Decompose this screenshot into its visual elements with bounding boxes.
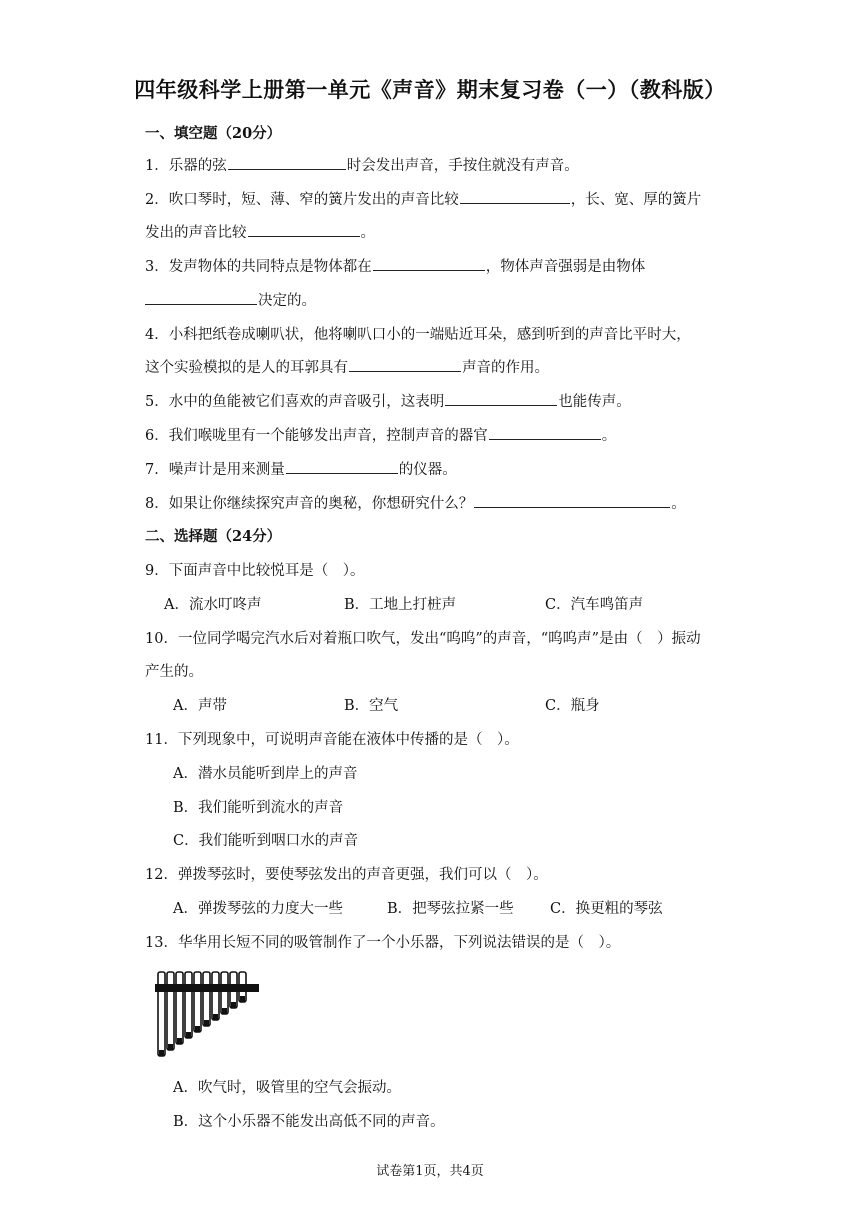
answer-blank[interactable] [474, 493, 670, 508]
answer-blank[interactable] [445, 391, 557, 406]
answer-blank[interactable] [489, 425, 601, 440]
answer-blank[interactable] [460, 189, 570, 204]
question-9-option-c[interactable]: C．汽车鸣笛声 [545, 597, 644, 613]
page-footer: 试卷第1页，共4页 [376, 1164, 484, 1179]
question-7-text-b: 的仪器。 [398, 462, 457, 478]
question-12-stem: 12．弹拨琴弦时，要使琴弦发出的声音更强，我们可以（ ）。 [145, 867, 548, 883]
answer-blank[interactable] [373, 256, 485, 271]
question-4-text-b: 这个实验模拟的是人的耳郭具有 [145, 360, 348, 376]
question-3-line-1 [145, 255, 645, 276]
question-5-text-b: 也能传声。 [558, 394, 631, 410]
question-4-text-c: 声音的作用。 [462, 360, 549, 376]
question-9-stem: 9．下面声音中比较悦耳是（ ）。 [145, 563, 365, 579]
question-12-option-c[interactable]: C．换更粗的琴弦 [550, 901, 663, 917]
question-6-text-b: 。 [601, 428, 617, 444]
question-13-stem: 13．华华用长短不同的吸管制作了一个小乐器，下列说法错误的是（ ）。 [145, 935, 621, 951]
answer-blank[interactable] [228, 155, 346, 170]
question-10-stem-cont: 产生的。 [145, 664, 203, 680]
question-6 [145, 424, 616, 445]
question-2-text-c: 发出的声音比较 [145, 225, 247, 241]
question-4-line-2 [145, 356, 549, 377]
question-10-stem: 10．一位同学喝完汽水后对着瓶口吹气，发出“呜呜”的声音，“呜呜声”是由（ ）振动 [145, 631, 701, 647]
question-5 [145, 390, 631, 411]
question-4-text-a: 4．小科把纸卷成喇叭状，他将喇叭口小的一端贴近耳朵，感到听到的声音比平时大， [145, 327, 691, 343]
answer-blank[interactable] [145, 290, 257, 305]
question-11-option-a[interactable]: A．潜水员能听到岸上的声音 [173, 766, 358, 782]
question-10-option-a[interactable]: A．声带 [173, 698, 227, 714]
question-13-option-b[interactable]: B．这个小乐器不能发出高低不同的声音。 [173, 1114, 445, 1130]
question-10-option-b[interactable]: B．空气 [344, 698, 399, 714]
question-10-option-c[interactable]: C．瓶身 [545, 698, 600, 714]
question-2-text-b: ，长、宽、厚的簧片 [570, 192, 702, 208]
question-8 [145, 492, 686, 513]
question-3-line-2 [145, 289, 316, 310]
question-11-option-b[interactable]: B．我们能听到流水的声音 [173, 800, 344, 816]
page-title: 四年级科学上册第一单元《声音》期末复习卷（一）（教科版） [134, 77, 726, 102]
question-11-stem: 11．下列现象中，可说明声音能在液体中传播的是（ ）。 [145, 732, 519, 748]
question-2-line-2 [145, 221, 375, 242]
question-11-option-c[interactable]: C．我们能听到咽口水的声音 [173, 833, 359, 849]
question-2-text-d: 。 [360, 225, 375, 241]
question-5-text-a: 5．水中的鱼能被它们喜欢的声音吸引，这表明 [145, 394, 445, 410]
question-9-option-b[interactable]: B．工地上打桩声 [344, 597, 457, 613]
answer-blank[interactable] [349, 357, 461, 372]
question-7-text-a: 7．噪声计是用来测量 [145, 462, 285, 478]
question-4-line-1 [145, 323, 691, 344]
answer-blank[interactable] [248, 222, 360, 237]
pan-flute-image [155, 968, 265, 1060]
question-13-option-a[interactable]: A．吹气时，吸管里的空气会振动。 [173, 1080, 401, 1096]
question-3-text-c: 决定的。 [258, 293, 316, 309]
question-8-text-b: 。 [671, 496, 686, 512]
question-8-text-a: 8．如果让你继续探究声音的奥秘，你想研究什么？ [145, 496, 474, 512]
question-6-text-a: 6．我们喉咙里有一个能够发出声音，控制声音的器官 [145, 428, 488, 444]
question-1-text-b: 时会发出声音，手按住就没有声音。 [346, 158, 579, 174]
question-3-text-b: ，物体声音强弱是由物体 [485, 259, 646, 275]
question-1-text-a: 1．乐器的弦 [145, 158, 227, 174]
answer-blank[interactable] [286, 459, 398, 474]
question-2-line-1 [145, 188, 701, 209]
question-12-option-b[interactable]: B．把琴弦拉紧一些 [387, 901, 514, 917]
question-1 [145, 154, 579, 175]
section-choice-heading: 二、选择题（24分） [145, 528, 282, 545]
question-3-text-a: 3．发声物体的共同特点是物体都在 [145, 259, 372, 275]
question-7 [145, 458, 457, 479]
section-fill-blank-heading: 一、填空题（20分） [145, 125, 282, 142]
question-12-option-a[interactable]: A．弹拨琴弦的力度大一些 [173, 901, 343, 917]
question-2-text-a: 2．吹口琴时，短、薄、窄的簧片发出的声音比较 [145, 192, 459, 208]
question-9-option-a[interactable]: A．流水叮咚声 [164, 597, 262, 613]
